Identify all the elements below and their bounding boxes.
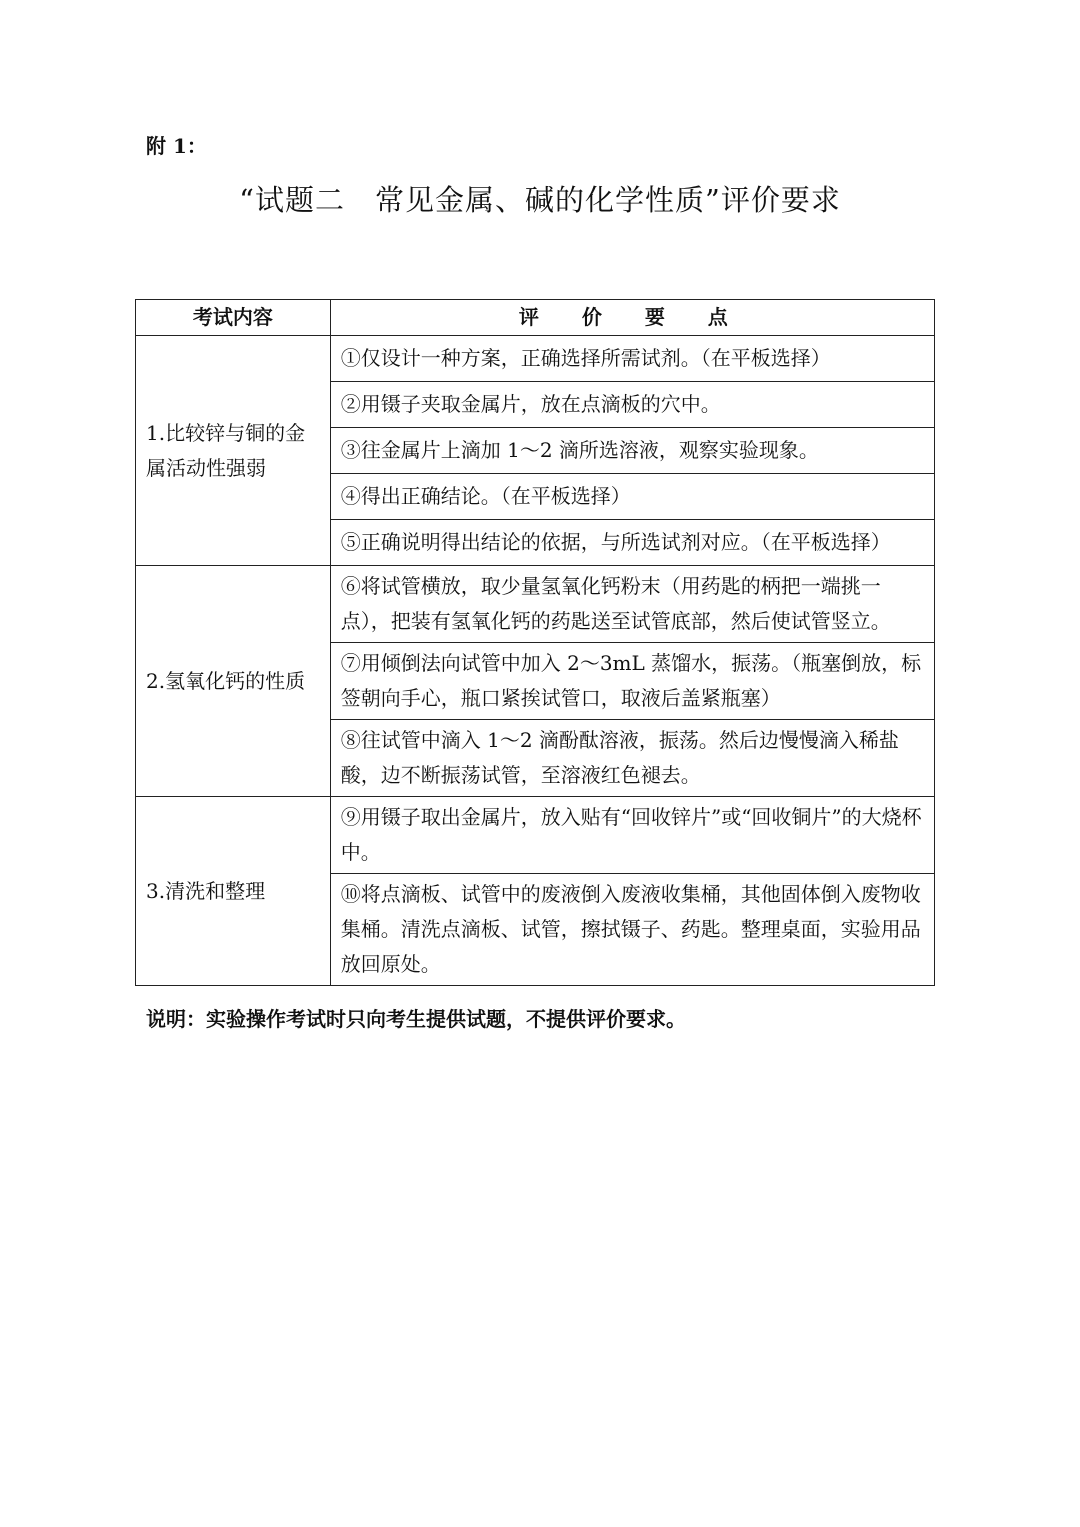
evaluation-point-cell: ②用镊子夹取金属片，放在点滴板的穴中。 bbox=[330, 382, 934, 428]
evaluation-point-cell: ①仅设计一种方案，正确选择所需试剂。（在平板选择） bbox=[330, 336, 934, 382]
table-row bbox=[136, 336, 935, 382]
evaluation-point-cell: ⑦用倾倒法向试管中加入 2～3mL 蒸馏水，振荡。（瓶塞倒放，标签朝向手心，瓶口紧挨试管口，取液后盖紧瓶塞） bbox=[330, 643, 934, 720]
table-header-row bbox=[136, 300, 935, 336]
exam-content-cell: 2.氢氧化钙的性质 bbox=[136, 566, 331, 797]
evaluation-point-cell: ⑨用镊子取出金属片，放入贴有“回收锌片”或“回收铜片”的大烧杯中。 bbox=[330, 797, 934, 874]
table-row bbox=[136, 566, 935, 643]
evaluation-point-cell: ④得出正确结论。（在平板选择） bbox=[330, 474, 934, 520]
header-exam-content: 考试内容 bbox=[136, 300, 331, 336]
exam-content-cell: 1.比较锌与铜的金属活动性强弱 bbox=[136, 336, 331, 566]
evaluation-point-cell: ⑥将试管横放，取少量氢氧化钙粉末（用药匙的柄把一端挑一点），把装有氢氧化钙的药匙送至试管底部，然后使试管竖立。 bbox=[330, 566, 934, 643]
exam-content-cell: 3.清洗和整理 bbox=[136, 797, 331, 986]
evaluation-point-cell: ③往金属片上滴加 1～2 滴所选溶液，观察实验现象。 bbox=[330, 428, 934, 474]
appendix-label: 附 1： bbox=[146, 134, 207, 158]
evaluation-point-cell: ⑧往试管中滴入 1～2 滴酚酞溶液，振荡。然后边慢慢滴入稀盐酸，边不断振荡试管，至溶液红色褪去。 bbox=[330, 720, 934, 797]
table-row bbox=[136, 797, 935, 874]
evaluation-point-cell: ⑩将点滴板、试管中的废液倒入废液收集桶，其他固体倒入废物收集桶。清洗点滴板、试管，擦拭镊子、药匙。整理桌面，实验用品放回原处。 bbox=[330, 874, 934, 986]
evaluation-table bbox=[135, 299, 935, 986]
evaluation-point-cell: ⑤正确说明得出结论的依据，与所选试剂对应。（在平板选择） bbox=[330, 520, 934, 566]
document-title: “试题二 常见金属、碱的化学性质”评价要求 bbox=[239, 183, 841, 217]
footnote: 说明：实验操作考试时只向考生提供试题，不提供评价要求。 bbox=[146, 1007, 686, 1031]
header-evaluation-points: 评 价 要 点 bbox=[330, 300, 934, 336]
